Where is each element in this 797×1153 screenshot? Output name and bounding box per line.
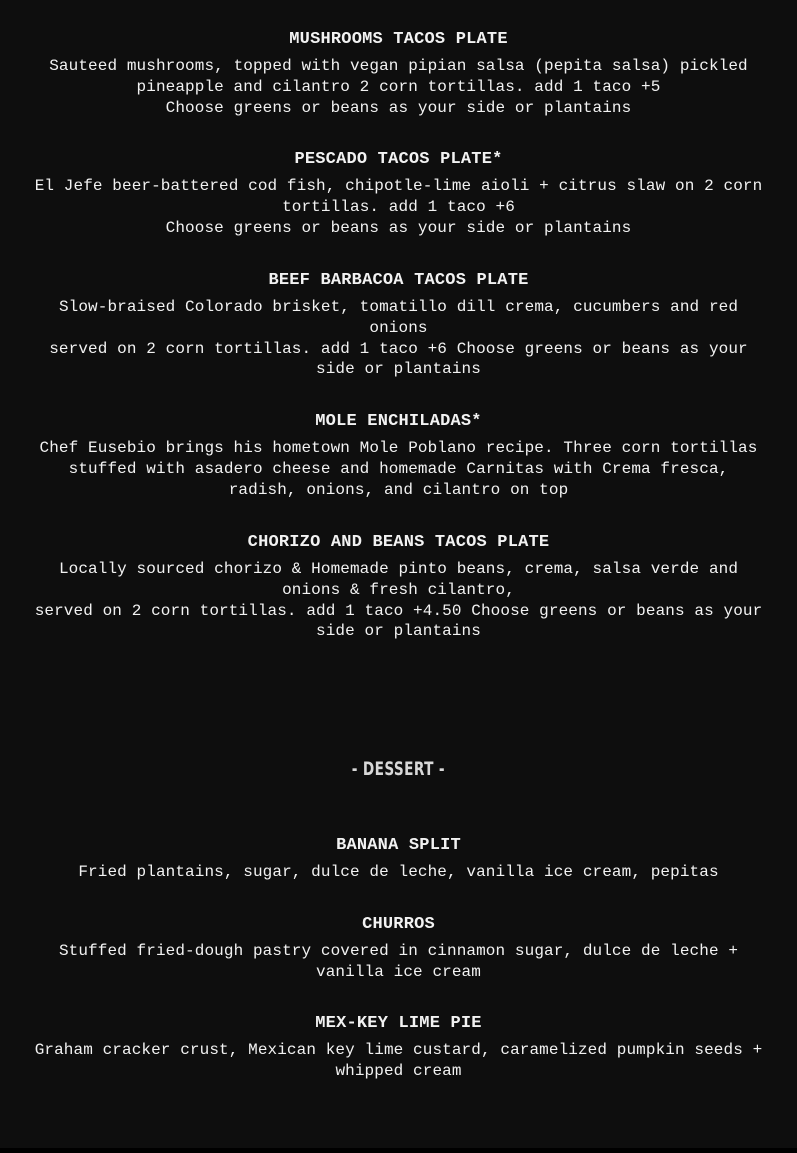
dessert-section-heading: - DESSERT - <box>351 758 445 780</box>
menu-item-description <box>30 438 767 500</box>
description-line: Slow-braised Colorado brisket, tomatillo dill crema, cucumbers and red onions <box>58 298 739 337</box>
description-line: Choose greens or beans as your side or plantains <box>165 218 632 237</box>
menu-item-chorizo-and-beans-tacos-plate <box>30 533 767 642</box>
menu-item-mushrooms-tacos-plate <box>30 30 767 118</box>
menu-item-description <box>30 862 767 883</box>
description-line: Fried plantains, sugar, dulce de leche, vanilla ice cream, pepitas <box>78 863 719 881</box>
menu-item-title: PESCADO TACOS PLATE* <box>294 150 503 169</box>
menu-item-title: BEEF BARBACOA TACOS PLATE <box>268 271 529 290</box>
menu-item-description <box>30 297 767 380</box>
menu-item-description <box>30 941 767 983</box>
menu-item-title: MEX-KEY LIME PIE <box>315 1014 482 1033</box>
menu-item-title: MUSHROOMS TACOS PLATE <box>289 30 508 49</box>
menu-item-mex-key-lime-pie <box>30 1014 767 1082</box>
menu-item-title: CHORIZO AND BEANS TACOS PLATE <box>247 533 550 552</box>
menu-item-title: MOLE ENCHILADAS* <box>315 412 482 431</box>
menu-item-pescado-tacos-plate <box>30 150 767 238</box>
menu-item-description <box>30 56 767 118</box>
description-line: Sauteed mushrooms, topped with vegan pipian salsa (pepita salsa) pickled pineapple and cilantro 2 corn tortillas. add 1 taco +5 <box>49 57 748 96</box>
menu-item-description <box>30 176 767 238</box>
menu-item-mole-enchiladas <box>30 412 767 500</box>
description-line: served on 2 corn tortillas. add 1 taco +4.50 Choose greens or beans as your side or plantains <box>34 601 763 641</box>
menu-item-title: CHURROS <box>362 915 435 934</box>
menu-item-description <box>30 559 767 642</box>
menu-item-banana-split <box>30 836 767 883</box>
menu-item-churros <box>30 915 767 983</box>
description-line: Choose greens or beans as your side or plantains <box>165 98 632 117</box>
description-line: El Jefe beer-battered cod fish, chipotle-lime aioli + citrus slaw on 2 corn tortillas. add 1 taco +6 <box>34 177 763 216</box>
description-line: Locally sourced chorizo & Homemade pinto beans, crema, salsa verde and onions & fresh cilantro, <box>58 560 739 599</box>
description-line: Graham cracker crust, Mexican key lime custard, caramelized pumpkin seeds + whipped cream <box>34 1041 763 1080</box>
description-line: Stuffed fried-dough pastry covered in cinnamon sugar, dulce de leche + vanilla ice cream <box>58 942 739 981</box>
menu-item-description <box>30 1040 767 1082</box>
menu-item-title: BANANA SPLIT <box>336 836 461 855</box>
menu-item-beef-barbacoa-tacos-plate <box>30 271 767 380</box>
description-line: served on 2 corn tortillas. add 1 taco +6 Choose greens or beans as your side or plantains <box>49 339 748 379</box>
description-line: Chef Eusebio brings his hometown Mole Poblano recipe. Three corn tortillas stuffed with asadero cheese and homemade Carnitas with Crema fresca, radish, onions, and cilantro on top <box>39 439 758 499</box>
